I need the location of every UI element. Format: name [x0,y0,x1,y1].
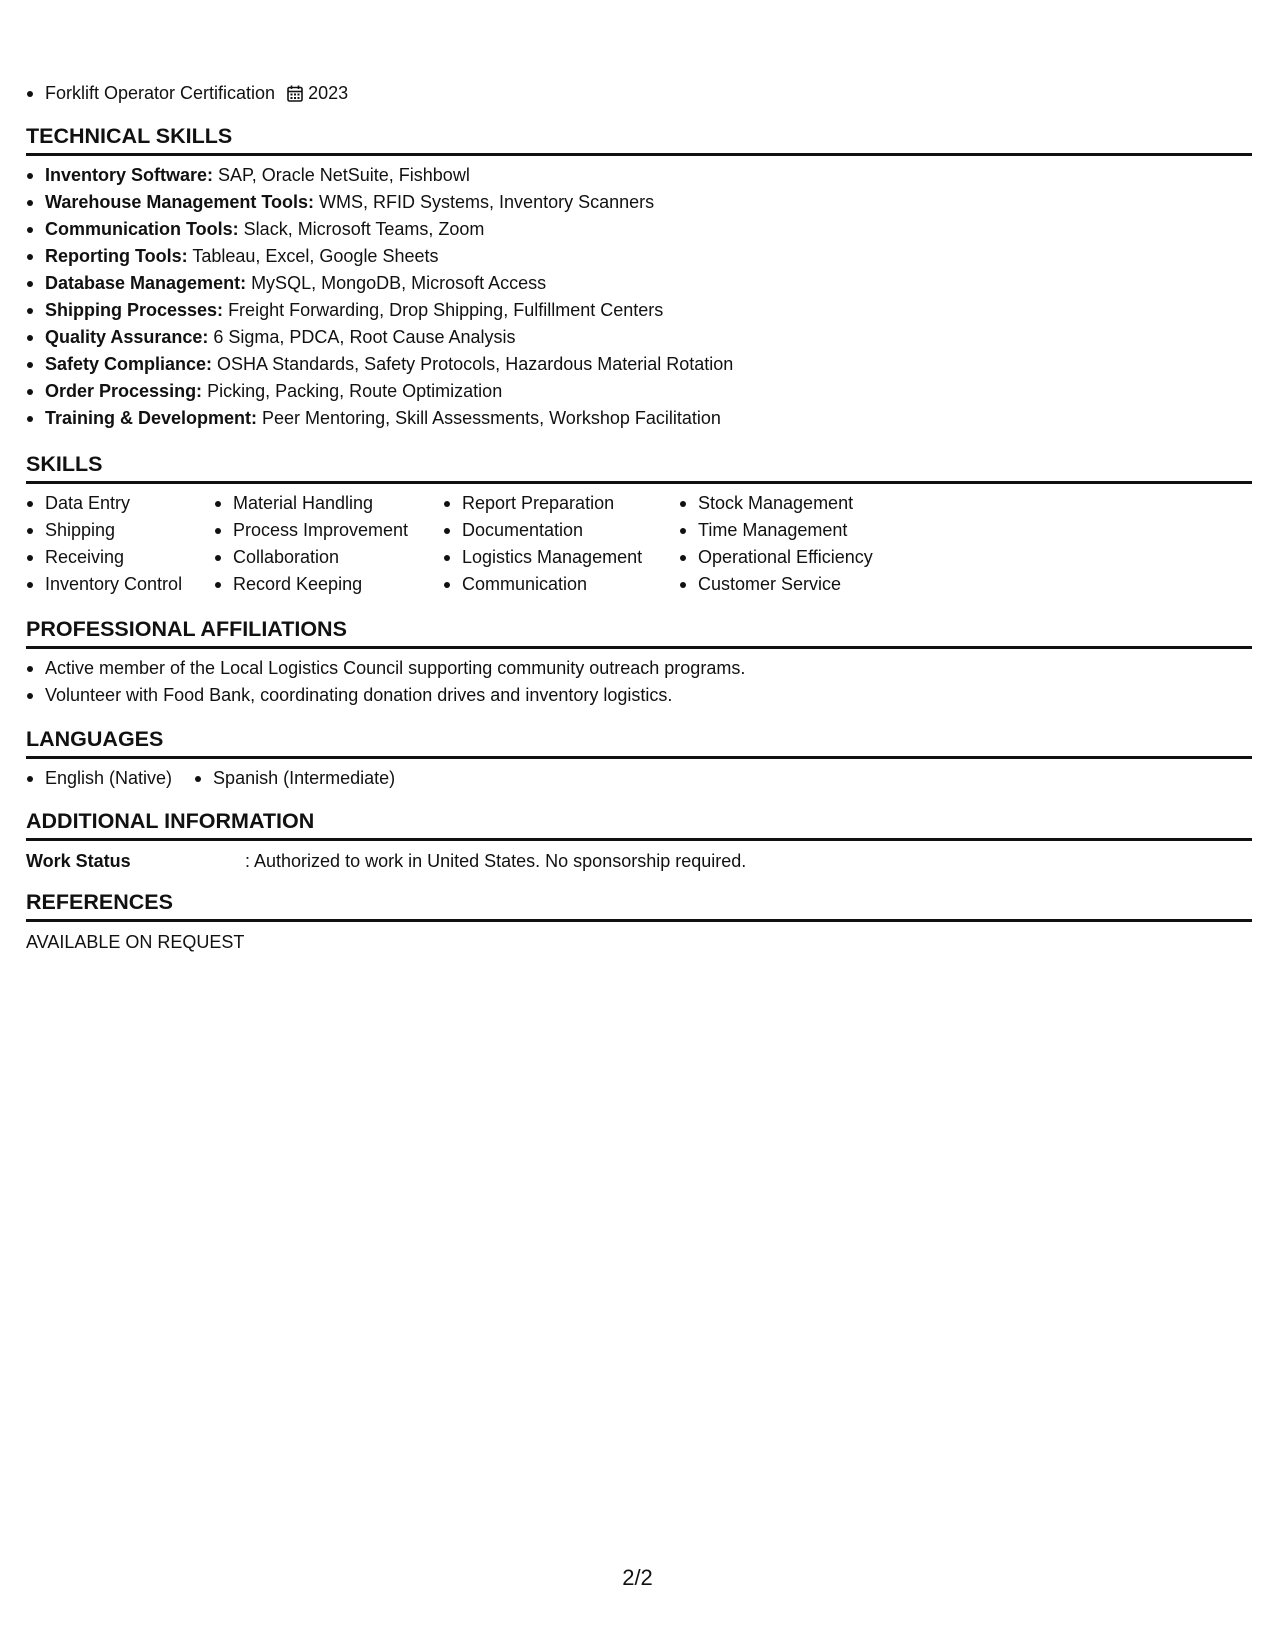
skill-item: Operational Efficiency [679,544,909,571]
additional-information-section [26,808,1252,875]
skill-item: Receiving [26,544,214,571]
technical-skill-value: OSHA Standards, Safety Protocols, Hazardous Material Rotation [212,354,734,374]
technical-skill-value: WMS, RFID Systems, Inventory Scanners [314,192,655,212]
skill-item: Inventory Control [26,571,214,598]
affiliations-list [26,655,1252,709]
skill-item: Material Handling [214,490,443,517]
technical-skills-section [26,123,1252,432]
technical-skill-label: Order Processing: [45,381,203,401]
skills-column [26,490,214,598]
additional-information-heading: ADDITIONAL INFORMATION [26,809,315,833]
skills-heading: SKILLS [26,452,103,476]
technical-skill-item [26,216,1252,243]
section-divider [26,481,1252,484]
references-heading: REFERENCES [26,890,173,914]
technical-skill-item [26,378,1252,405]
technical-skill-item [26,243,1252,270]
languages-section [26,726,1252,792]
technical-skills-heading: TECHNICAL SKILLS [26,124,233,148]
technical-skill-value: 6 Sigma, PDCA, Root Cause Analysis [208,327,516,347]
work-status-value: : Authorized to work in United States. No sponsorship required. [245,851,747,871]
technical-skill-label: Shipping Processes: [45,300,224,320]
technical-skills-list [26,162,1252,432]
technical-skill-label: Inventory Software: [45,165,214,185]
certification-row [26,80,348,107]
technical-skill-value: Picking, Packing, Route Optimization [202,381,503,401]
skill-item: Shipping [26,517,214,544]
technical-skill-value: Freight Forwarding, Drop Shipping, Fulfillment Centers [223,300,664,320]
affiliations-section [26,616,1252,709]
section-divider [26,838,1252,841]
technical-skill-value: Peer Mentoring, Skill Assessments, Workshop Facilitation [257,408,721,428]
skills-grid [26,490,1252,598]
page-number: 2/2 [622,1565,653,1590]
skill-item: Stock Management [679,490,909,517]
certification-item [26,80,348,107]
technical-skill-label: Communication Tools: [45,219,239,239]
certification-list [26,80,348,107]
technical-skill-label: Quality Assurance: [45,327,209,347]
technical-skill-value: MySQL, MongoDB, Microsoft Access [246,273,547,293]
language-item: Spanish (Intermediate) [194,765,395,792]
skill-item: Data Entry [26,490,214,517]
skill-item: Report Preparation [443,490,679,517]
certification-name: Forklift Operator Certification [45,83,276,103]
technical-skill-label: Reporting Tools: [45,246,188,266]
technical-skill-item [26,297,1252,324]
technical-skill-item [26,189,1252,216]
technical-skill-value: SAP, Oracle NetSuite, Fishbowl [213,165,470,185]
skills-section [26,451,1252,598]
technical-skill-value: Slack, Microsoft Teams, Zoom [238,219,485,239]
section-divider [26,646,1252,649]
affiliation-item: Active member of the Local Logistics Council supporting community outreach programs. [26,655,1252,682]
skill-item: Time Management [679,517,909,544]
languages-list [26,765,1252,792]
skill-item: Process Improvement [214,517,443,544]
calendar-icon [287,85,303,102]
technical-skill-item [26,162,1252,189]
section-divider [26,919,1252,922]
skills-column [679,490,909,598]
work-status-label: Work Status [26,851,131,871]
technical-skill-label: Training & Development: [45,408,258,428]
skills-column [443,490,679,598]
skill-item: Communication [443,571,679,598]
skill-item: Record Keeping [214,571,443,598]
skills-column [214,490,443,598]
work-status-row [26,848,1252,875]
technical-skill-value: Tableau, Excel, Google Sheets [187,246,439,266]
skill-item: Documentation [443,517,679,544]
technical-skill-item [26,270,1252,297]
certification-year: 2023 [308,83,349,103]
technical-skill-label: Warehouse Management Tools: [45,192,315,212]
references-section [26,889,1252,956]
skill-item: Logistics Management [443,544,679,571]
affiliations-heading: PROFESSIONAL AFFILIATIONS [26,617,347,641]
section-divider [26,153,1252,156]
affiliation-item: Volunteer with Food Bank, coordinating donation drives and inventory logistics. [26,682,1252,709]
technical-skill-label: Database Management: [45,273,247,293]
skill-item: Customer Service [679,571,909,598]
technical-skill-label: Safety Compliance: [45,354,213,374]
language-item: English (Native) [26,765,172,792]
technical-skill-item [26,351,1252,378]
skill-item: Collaboration [214,544,443,571]
technical-skill-item [26,324,1252,351]
section-divider [26,756,1252,759]
technical-skill-item [26,405,1252,432]
references-text: AVAILABLE ON REQUEST [26,932,245,952]
languages-heading: LANGUAGES [26,727,164,751]
